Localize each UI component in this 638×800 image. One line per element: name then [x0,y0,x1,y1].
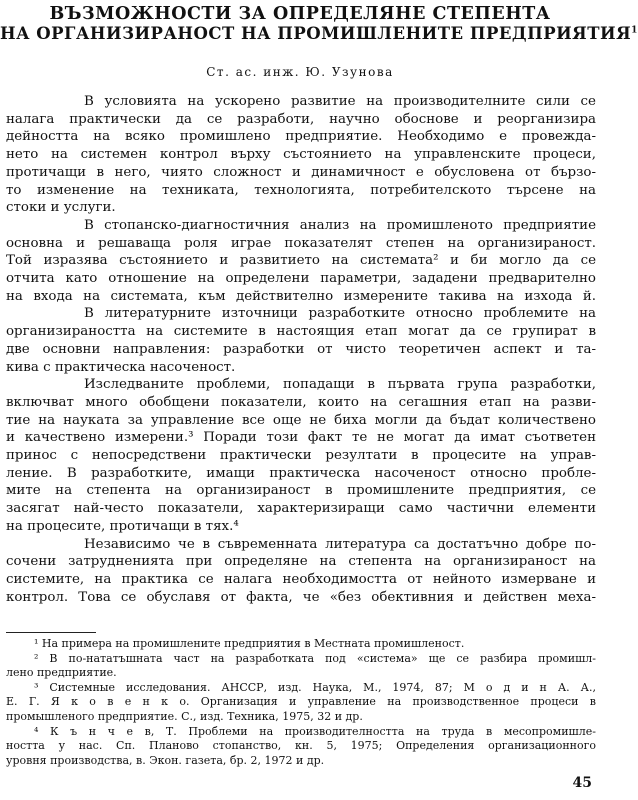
body-line: на входа на системата, към действително измерените такива на изхода й. [6,288,596,304]
body-line: Той изразява състоянието и развитието на системата² и би могло да се [6,253,596,269]
body-line: стоки и услуги. [6,200,116,216]
body-line: мите на степента на организираност в промишлените предприятия, се [6,483,596,499]
body-line: В стопанско-диагностичния анализ на промишленото предприятие [84,217,596,233]
body-line: системите, на практика се налага необходимостта от нейното измерване и [6,571,596,587]
title-line-2 [0,24,638,44]
body-line: две основни направления: разработки от чисто теоретичен аспект и та- [6,341,596,357]
title-footnote-mark: 1 [631,25,638,36]
body-line: на процесите, протичащи в тях.⁴ [6,518,239,534]
body-line: организираността на системите в настоящия етап могат да се групират в [6,324,596,340]
body-line: основна и решаваща роля играе показателят степен на организираност. [6,235,596,251]
body-line: принос с непосредствени практически резултати в процесите на управ- [6,448,596,464]
body-line: В условията на ускорено развитие на производителните сили се [84,94,596,109]
footnote-line: лено предприятие. [6,666,117,680]
footnote-line: ността у нас. Сп. Планово стопанство, кн. 5, 1975; Определения организационного [6,739,596,753]
article-title [0,4,638,44]
footnote-line: Е. Г. Я к о в е н к о. Организация и управление на производственное процеси в [6,695,596,709]
body-line: протичащи в него, чиято сложност и динамичност е обусловена от бързо- [6,164,596,180]
footnote-line: ¹ На примера на промишлените предприятия в Местната промишленост. [34,637,465,650]
body-line: включват много обобщени показатели, които на сегашния етап на разви- [6,394,596,410]
body-line: Независимо че в съвременната литература са достатъчно добре по- [84,536,596,552]
footnote-line: уровня производства, в. Экон. газета, бр. 2, 1972 и др. [6,753,325,767]
footnote-line: ² В по-нататъшната част на разработката под «система» ще се разбира промишл- [34,651,596,665]
body-line: тие на науката за управление все още не биха могли да бъдат количествено [6,412,596,428]
body-line: дейността на всяко промишлено предприятие. Необходимо е провежда- [6,129,596,145]
body-line: налага практически да се разработи, научно обосновe и реорганизира [6,111,596,127]
body-text [6,93,596,606]
footnote-divider [6,632,96,633]
footnote-line: ⁴ К ъ н ч е в, Т. Проблеми на производителността на труда в месопромишле- [34,724,596,738]
author-byline: Ст. ас. инж. Ю. Узунова [206,65,394,79]
body-line: контрол. Това се обуславя от факта, че «без обективния и действен меха- [6,589,596,605]
body-line: Изследваните проблеми, попадащи в първата група разработки, [84,377,596,393]
footnote-line: ³ Системные исследования. АНССР, изд. Наука, М., 1974, 87; М о д и н А. А., [34,680,596,694]
title-line-1: ВЪЗМОЖНОСТИ ЗА ОПРЕДЕЛЯНЕ СТЕПЕНТА [49,4,551,24]
body-line: отчита като отношение на определени параметри, зададени предварително [6,271,596,287]
body-line: и качествено измерени.³ Поради този факт те не могат да имат съответен [6,430,596,446]
body-line: засягат най-често показатели, характеризиращи само частични елементи [6,501,596,517]
footnote-line: промышленого предприятие. С., изд. Техника, 1975, 32 и др. [6,709,363,723]
body-line: сочени затрудненията при определяне на степента на организираност на [6,554,596,570]
body-line: нето на системен контрол върху състоянието на управленските процеси, [6,147,596,163]
title-line-2-text: НА ОРГАНИЗИРАНОСТ НА ПРОМИШЛЕНИТЕ ПРЕДПРИЯТИЯ [0,24,632,43]
body-line: В литературните източници разработките относно проблемите на [84,306,596,322]
body-line: ление. В разработките, имащи практическа насоченост относно пробле- [6,465,596,481]
footnotes [6,637,596,768]
body-line: кива с практическа насоченост. [6,359,236,375]
body-line: то изменение на техниката, технологията, потребителското търсене на [6,182,596,198]
page-number: 45 [572,775,592,791]
